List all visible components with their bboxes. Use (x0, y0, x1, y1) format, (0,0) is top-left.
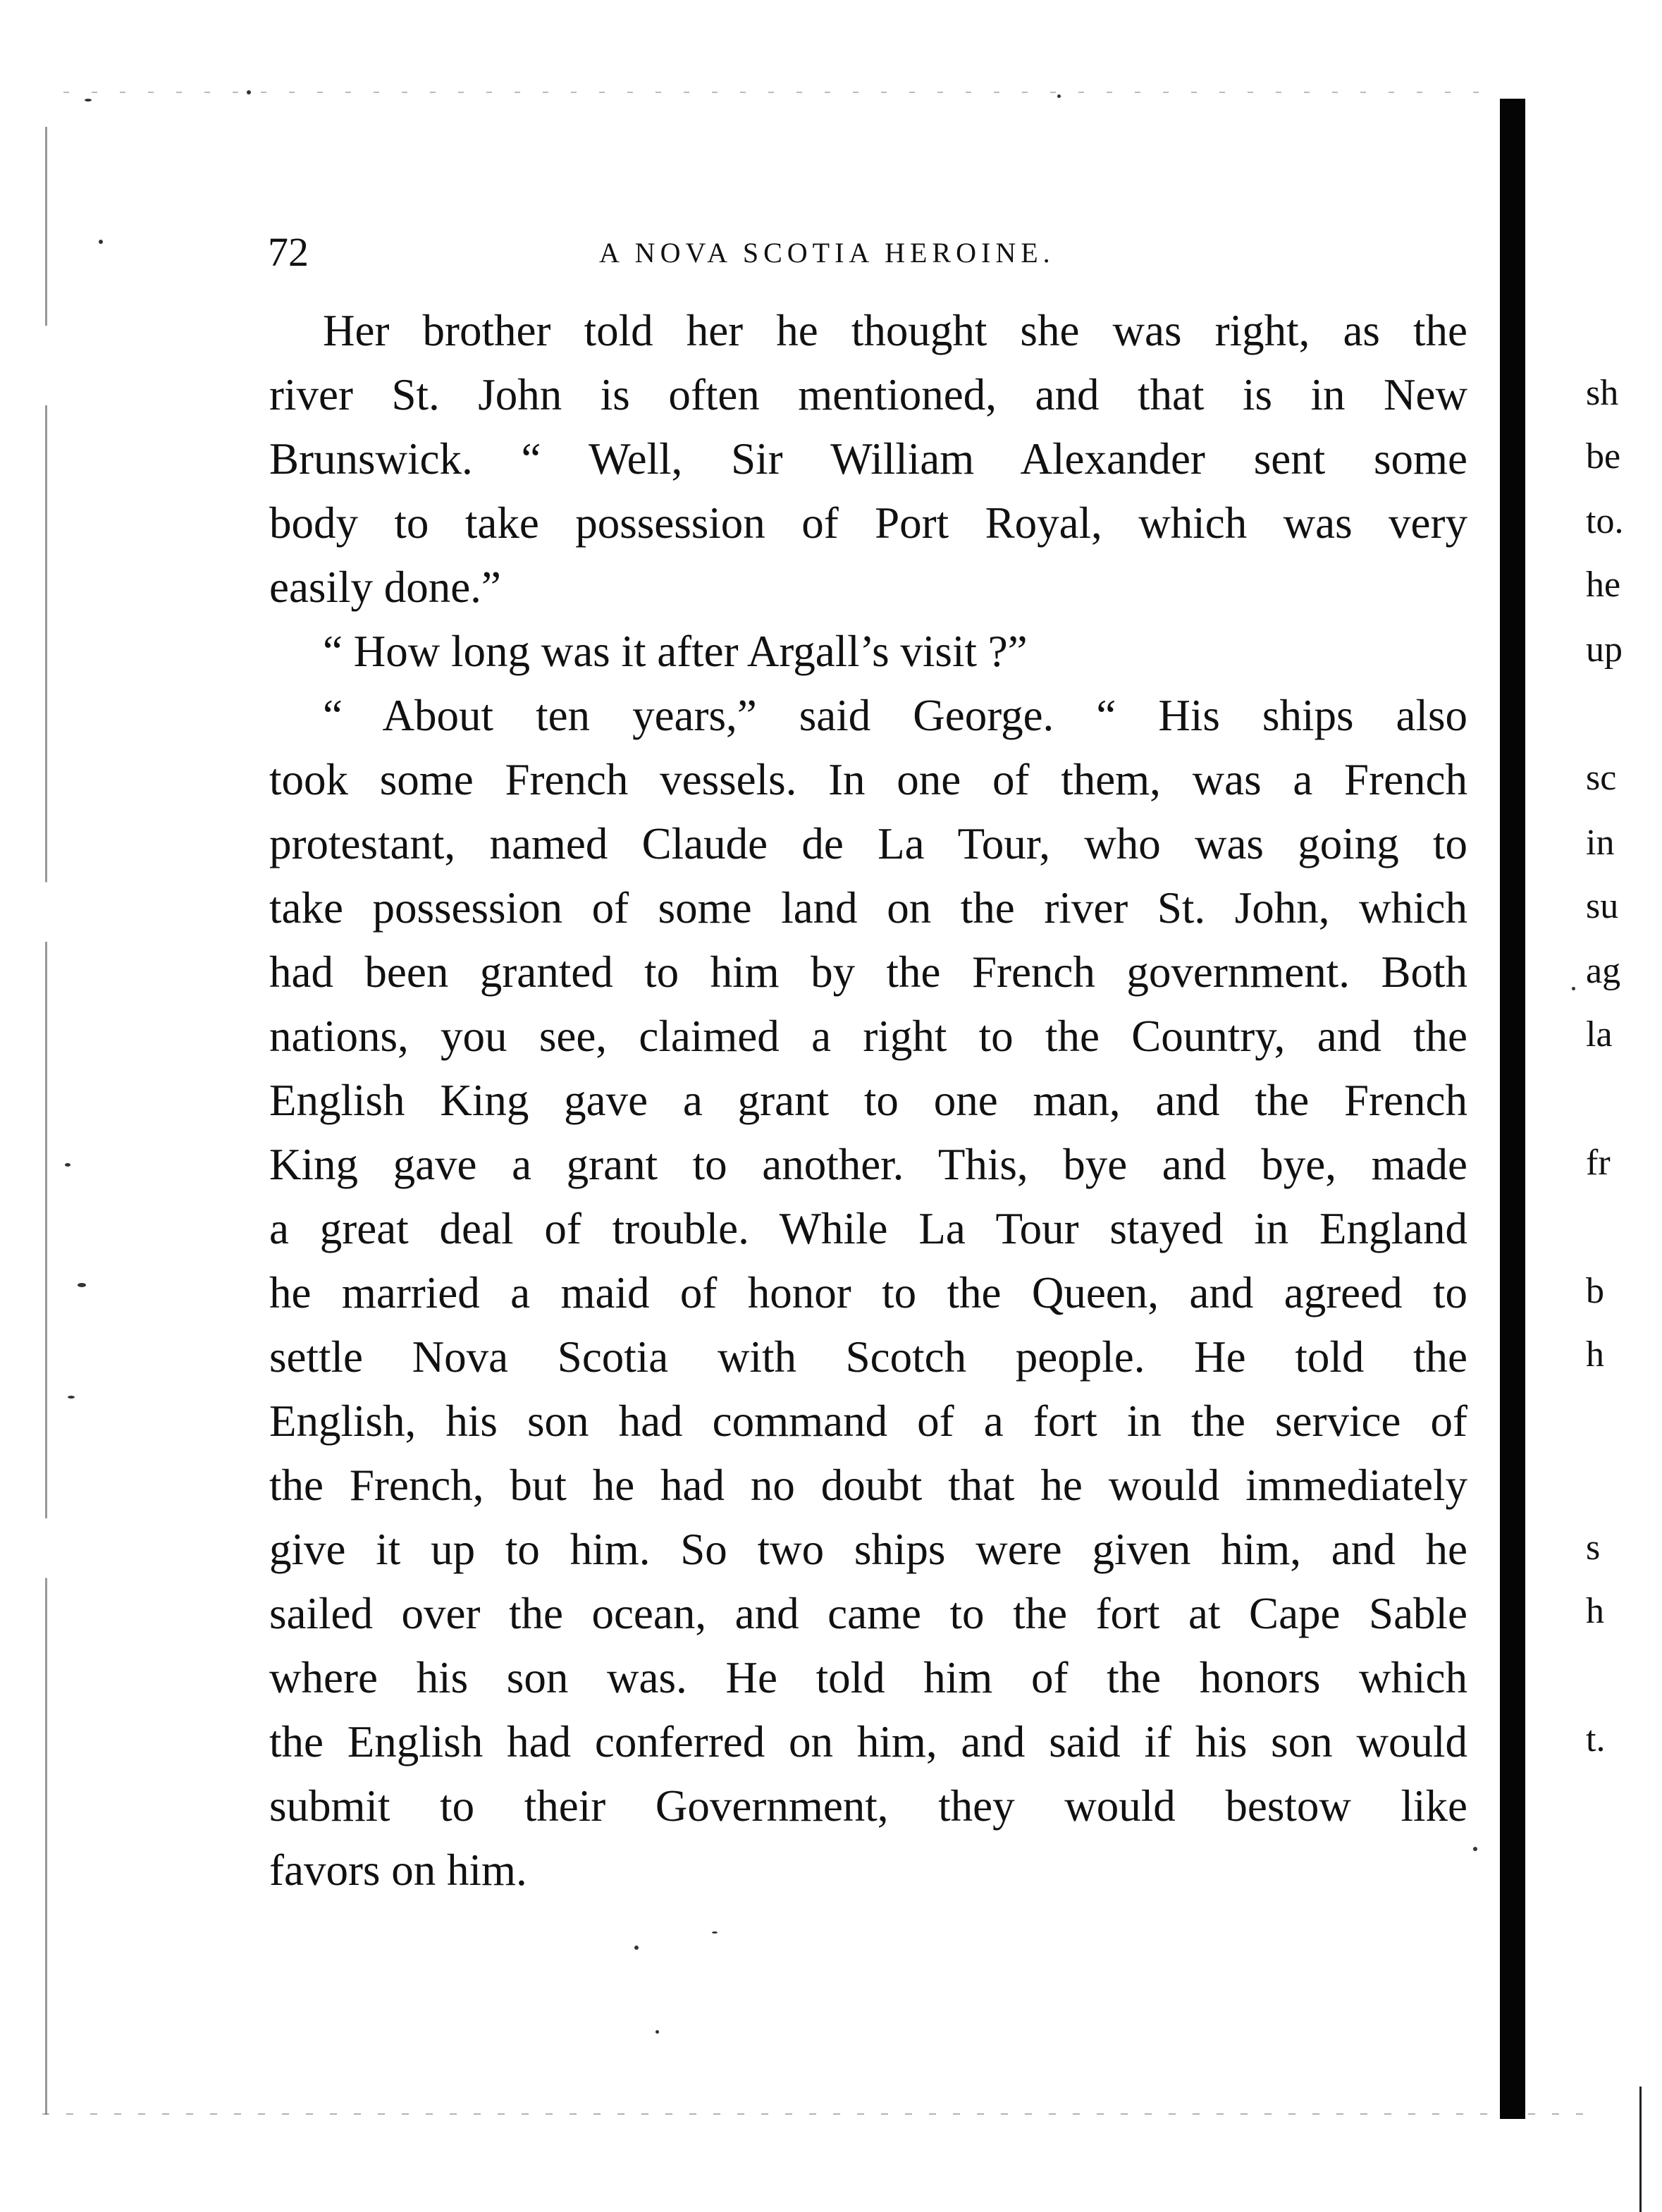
facing-page-fragment: in (1586, 823, 1615, 863)
running-head (268, 224, 1466, 281)
page-edge-right (1639, 2087, 1642, 2212)
facing-page-fragment: su (1586, 886, 1619, 926)
facing-page-fragment: he (1586, 565, 1621, 605)
text-line: where his son was. He told him of the honors which (269, 1653, 1467, 1702)
facing-page-fragment: b (1586, 1271, 1604, 1311)
text-line: the French, but he had no doubt that he would immediately (269, 1461, 1467, 1510)
text-line: a great deal of trouble. While La Tour stayed in England (269, 1204, 1467, 1253)
text-line: nations, you see, claimed a right to the Country, and the (269, 1012, 1467, 1061)
scan-speck (655, 2030, 659, 2034)
text-line: give it up to him. So two ships were given him, and he (269, 1525, 1467, 1574)
page-number: 72 (268, 229, 309, 275)
text-line: protestant, named Claude de La Tour, who was going to (269, 819, 1467, 868)
page-edge-top (63, 92, 1480, 93)
text-line: he married a maid of honor to the Queen, and agreed to (269, 1268, 1467, 1317)
facing-page-fragment: fr (1586, 1143, 1611, 1183)
text-line: “ About ten years,” said George. “ His ships also (323, 691, 1467, 740)
scan-speck (1473, 1847, 1477, 1851)
text-line: take possession of some land on the river St. John, which (269, 883, 1467, 933)
scan-speck (65, 1163, 70, 1167)
text-line: English King gave a grant to one man, and the French (269, 1076, 1467, 1125)
scan-speck (68, 1396, 75, 1399)
scan-speck (85, 99, 92, 102)
text-line: took some French vessels. In one of them, was a French (269, 755, 1467, 804)
text-line: Brunswick. “ Well, Sir William Alexander sent some (269, 434, 1467, 484)
text-line: “ How long was it after Argall’s visit ?” (323, 627, 1028, 676)
text-line: King gave a grant to another. This, bye and bye, made (269, 1140, 1467, 1189)
text-line: the English had conferred on him, and said if his son would (269, 1717, 1467, 1766)
text-line: settle Nova Scotia with Scotch people. He told the (269, 1332, 1467, 1382)
scan-speck (712, 1931, 718, 1934)
facing-page-fragment: h (1586, 1334, 1604, 1375)
facing-page-fragment: to. (1586, 501, 1624, 541)
facing-page-fragment: sh (1586, 373, 1619, 413)
facing-page-fragment: s (1586, 1528, 1601, 1568)
scan-speck (99, 240, 103, 244)
text-line: had been granted to him by the French government. Both (269, 947, 1467, 997)
facing-page-fragment: t. (1586, 1719, 1606, 1759)
body-text (269, 299, 1467, 1903)
facing-page-fragment: up (1586, 629, 1623, 670)
page-edge-left (45, 127, 47, 2115)
facing-page-fragment: be (1586, 436, 1621, 477)
text-line: river St. John is often mentioned, and that is in New (269, 370, 1467, 419)
text-line: sailed over the ocean, and came to the fort at Cape Sable (269, 1589, 1467, 1638)
facing-page-fragment: sc (1586, 758, 1617, 798)
facing-page-fragment: la (1586, 1014, 1613, 1055)
text-line: Her brother told her he thought she was right, as the (323, 306, 1467, 355)
scan-speck (78, 1283, 86, 1287)
book-gutter-shadow (1500, 99, 1525, 2119)
text-line: submit to their Government, they would bestow like (269, 1781, 1467, 1831)
page-edge-bottom (42, 2113, 1593, 2115)
text-line: easily done.” (269, 563, 501, 612)
facing-page-fragment: h (1586, 1591, 1604, 1631)
text-line: English, his son had command of a fort in the service of (269, 1396, 1467, 1446)
text-line: body to take possession of Port Royal, which was very (269, 498, 1467, 548)
scan-speck (634, 1946, 639, 1950)
facing-page-fragment: ag (1586, 951, 1621, 991)
running-title: A NOVA SCOTIA HEROINE. (599, 237, 1055, 269)
text-line: favors on him. (269, 1845, 527, 1895)
scan-speck (247, 90, 251, 94)
scan-speck (1057, 94, 1061, 98)
scan-speck (1572, 987, 1575, 990)
